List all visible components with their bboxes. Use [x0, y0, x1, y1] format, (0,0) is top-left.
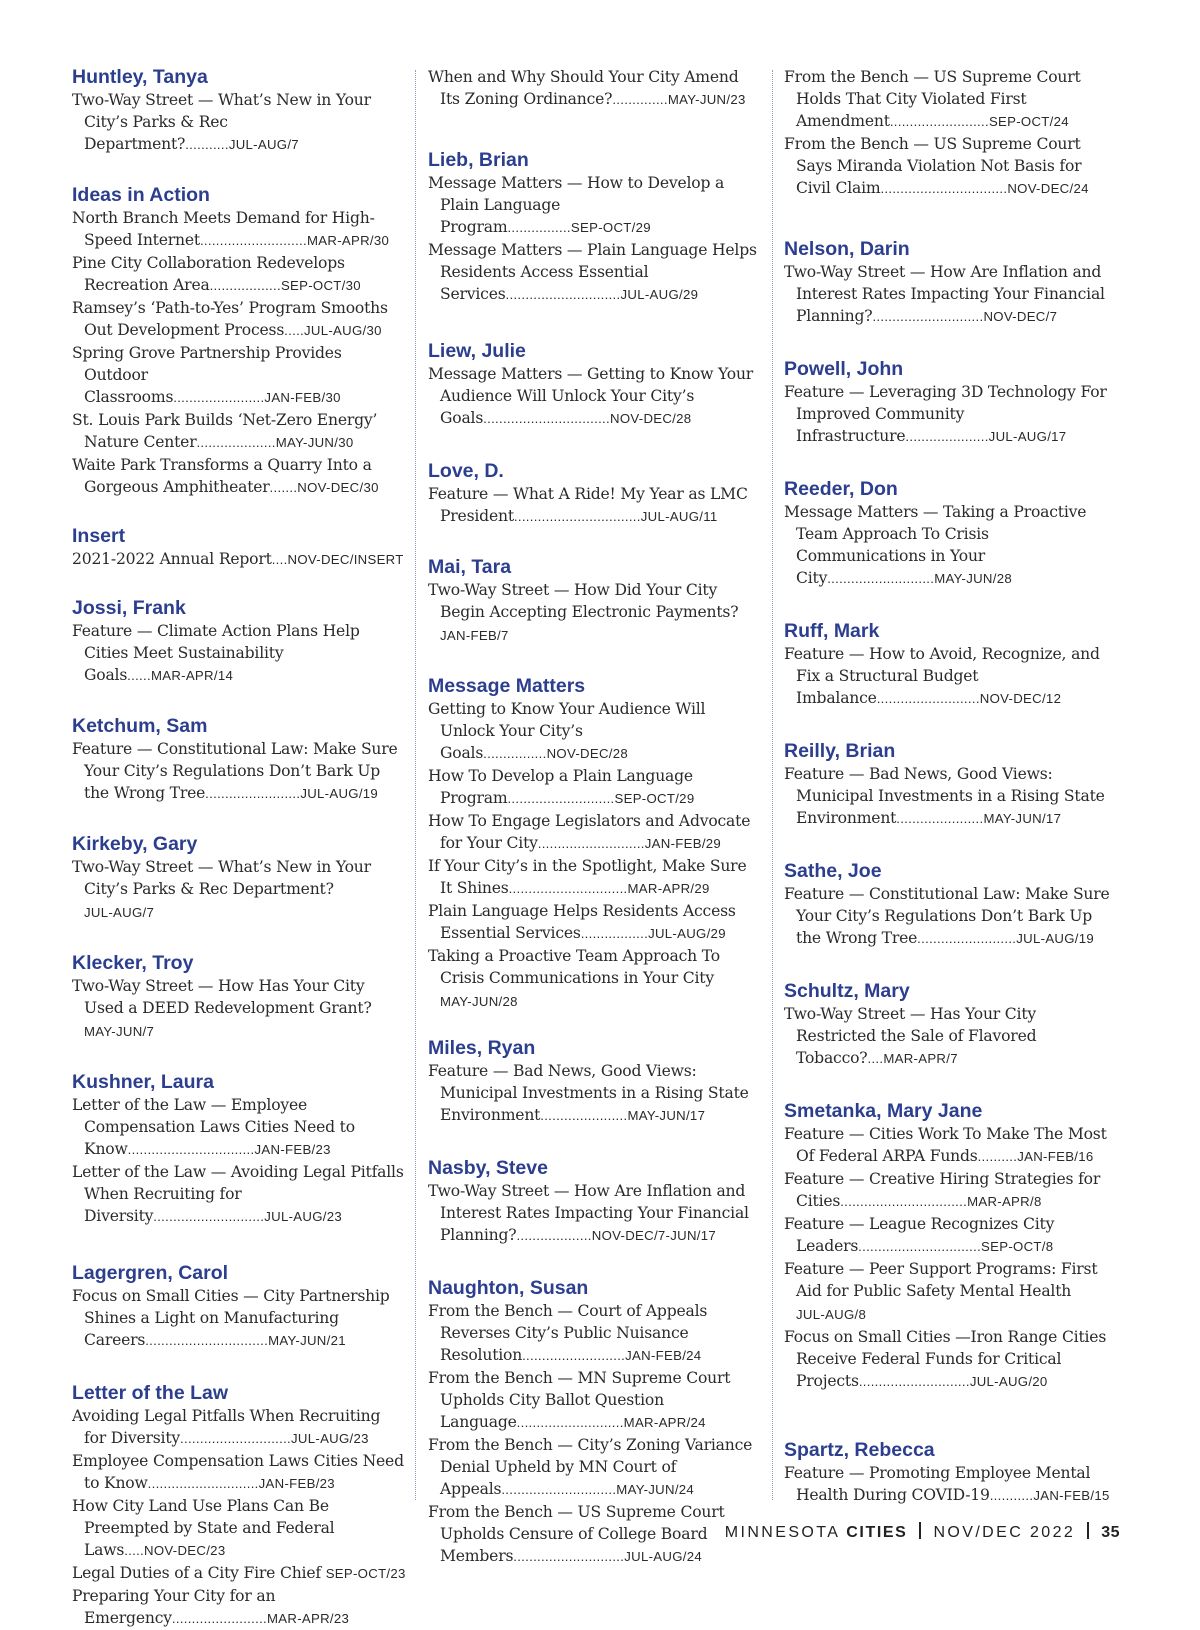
- entry-title: Feature — Promoting Employee Mental Health During COVID-19: [784, 1464, 1091, 1504]
- section-heading: Message Matters: [428, 675, 586, 697]
- section-heading: Letter of the Law: [72, 1382, 229, 1404]
- index-entry: [72, 738, 406, 805]
- index-section: [784, 860, 1116, 950]
- entry-leader-dots: ......................: [540, 1108, 628, 1123]
- entry-title: Getting to Know Your Audience Will Unlock Your City’s Goals: [428, 700, 706, 762]
- entry-leader-dots: ................................: [880, 181, 1008, 196]
- entry-issue-ref: JAN-FEB/24: [625, 1348, 702, 1363]
- index-section: [784, 358, 1116, 448]
- entry-issue-ref: MAR-APR/30: [306, 233, 390, 248]
- index-section: [72, 1071, 406, 1228]
- entry-issue-ref: MAY-JUN/23: [667, 92, 746, 107]
- entry-issue-ref: SEP-OCT/30: [280, 278, 361, 293]
- entry-leader-dots: .................: [580, 926, 649, 941]
- index-entry: [428, 579, 760, 647]
- index-entry: [72, 252, 406, 297]
- section-heading: Reeder, Don: [784, 478, 898, 500]
- section-heading: Lagergren, Carol: [72, 1262, 229, 1284]
- entry-leader-dots: ................................: [840, 1194, 968, 1209]
- entry-issue-ref: MAY-JUN/21: [268, 1333, 346, 1348]
- index-column-3: [784, 66, 1116, 1506]
- entry-issue-ref: SEP-OCT/29: [570, 220, 651, 235]
- index-entry: [72, 1285, 406, 1352]
- footer-magazine: MINNESOTA: [724, 1524, 840, 1541]
- entry-title: Feature — Peer Support Programs: First Aid for Public Safety Mental Health: [784, 1260, 1098, 1300]
- entry-title: Feature — Creative Hiring Strategies for Cities: [784, 1170, 1101, 1210]
- entry-title: From the Bench — Court of Appeals Reverses City’s Public Nuisance Resolution: [428, 1302, 708, 1364]
- entry-leader-dots: ....: [867, 1051, 884, 1066]
- section-heading: Miles, Ryan: [428, 1037, 536, 1059]
- section-heading: Ideas in Action: [72, 184, 210, 206]
- entry-issue-ref: JUL-AUG/19: [1016, 931, 1095, 946]
- entry-title: Feature — Cities Work To Make The Most Of Federal ARPA Funds: [784, 1125, 1107, 1165]
- entry-leader-dots: ..........: [977, 1149, 1018, 1164]
- entry-leader-dots: ..............................: [508, 881, 628, 896]
- entry-title: Ramsey’s ‘Path-to-Yes’ Program Smooths Out Development Process: [72, 299, 388, 339]
- index-section: [784, 478, 1116, 590]
- section-heading: Kirkeby, Gary: [72, 833, 198, 855]
- entry-leader-dots: ....................: [196, 435, 276, 450]
- index-entry: [428, 765, 760, 810]
- entry-leader-dots: ...........................: [199, 233, 307, 248]
- entry-issue-ref: JUL-AUG/20: [969, 1374, 1048, 1389]
- footer-separator: [919, 1522, 921, 1539]
- entry-issue-ref: MAY-JUN/7: [84, 1024, 155, 1039]
- entry-leader-dots: ............................: [872, 309, 984, 324]
- entry-title: Feature — Constitutional Law: Make Sure Your City’s Regulations Don’t Bark Up the Wrong Tree: [72, 740, 398, 802]
- entry-title: Pine City Collaboration Redevelops Recreation Area: [72, 254, 345, 294]
- entry-issue-ref: JUL-AUG/24: [624, 1549, 703, 1564]
- index-entry: [784, 643, 1116, 710]
- column-divider-left: [415, 70, 416, 1500]
- entry-issue-ref: NOV-DEC/INSERT: [287, 552, 404, 567]
- index-section: [784, 1439, 1116, 1507]
- entry-leader-dots: ......................: [896, 811, 984, 826]
- index-entry: [428, 810, 760, 855]
- index-entry: [72, 1495, 406, 1562]
- entry-leader-dots: .......: [269, 480, 298, 495]
- index-section: [72, 715, 406, 805]
- entry-title: Two-Way Street — Has Your City Restricted the Sale of Flavored Tobacco?: [784, 1005, 1037, 1067]
- section-heading: Sathe, Joe: [784, 860, 882, 882]
- index-entry: [72, 548, 406, 571]
- index-entry: [72, 856, 406, 924]
- entry-issue-ref: MAY-JUN/24: [616, 1482, 695, 1497]
- entry-leader-dots: ........................: [205, 786, 301, 801]
- entry-title: St. Louis Park Builds ‘Net-Zero Energy’ Nature Center: [72, 411, 378, 451]
- section-heading: Insert: [72, 525, 126, 547]
- entry-leader-dots: ............................: [858, 1374, 970, 1389]
- index-entry: [784, 501, 1116, 590]
- entry-title: Feature — Leveraging 3D Technology For Improved Community Infrastructure: [784, 383, 1107, 445]
- index-section: [72, 525, 406, 571]
- index-entry: [428, 698, 760, 765]
- entry-leader-dots: ......: [127, 668, 151, 683]
- entry-title: Two-Way Street — What’s New in Your City’s Parks & Rec Department?: [72, 858, 371, 898]
- index-entry: [72, 1450, 406, 1495]
- index-entry: [72, 620, 406, 687]
- entry-issue-ref: JAN-FEB/30: [264, 390, 341, 405]
- entry-issue-ref: JUL-AUG/30: [304, 323, 382, 338]
- entry-title: Legal Duties of a City Fire Chief: [72, 1564, 321, 1582]
- index-section: [784, 980, 1116, 1070]
- entry-title: Two-Way Street — What’s New in Your City’s Parks & Rec Department?: [72, 91, 371, 153]
- entry-issue-ref: NOV-DEC/12: [979, 691, 1062, 706]
- entry-issue-ref: SEP-OCT/29: [614, 791, 695, 806]
- entry-issue-ref: JAN-FEB/16: [1017, 1149, 1094, 1164]
- entry-issue-ref: NOV-DEC/7-JUN/17: [591, 1228, 717, 1243]
- index-entry: [72, 975, 406, 1043]
- entry-leader-dots: ...............................: [858, 1239, 982, 1254]
- entry-issue-ref: JAN-FEB/7: [440, 628, 509, 643]
- index-section: [72, 66, 406, 156]
- entry-issue-ref: SEP-OCT/24: [988, 114, 1069, 129]
- entry-issue-ref: JUL-AUG/19: [300, 786, 379, 801]
- entry-issue-ref: JUL-AUG/7: [228, 137, 299, 152]
- entry-issue-ref: NOV-DEC/24: [1007, 181, 1089, 196]
- entry-issue-ref: MAY-JUN/28: [934, 571, 1012, 586]
- section-heading: Naughton, Susan: [428, 1277, 589, 1299]
- index-entry: [784, 1326, 1116, 1393]
- index-entry: [784, 1213, 1116, 1258]
- entry-issue-ref: JUL-AUG/23: [264, 1209, 343, 1224]
- entry-title: How City Land Use Plans Can Be Preempted by State and Federal Laws: [72, 1497, 335, 1559]
- entry-title: Message Matters — Plain Language Helps Residents Access Essential Services: [428, 241, 757, 303]
- entry-title: From the Bench — US Supreme Court Holds That City Violated First Amendment: [784, 68, 1081, 130]
- entry-issue-ref: JUL-AUG/11: [640, 509, 718, 524]
- section-heading: Nasby, Steve: [428, 1157, 548, 1179]
- entry-title: Feature — Climate Action Plans Help Cities Meet Sustainability Goals: [72, 622, 360, 684]
- entry-issue-ref: MAY-JUN/17: [983, 811, 1062, 826]
- entry-issue-ref: SEP-OCT/23: [325, 1566, 406, 1581]
- entry-issue-ref: JUL-AUG/7: [84, 905, 155, 920]
- section-heading: Powell, John: [784, 358, 904, 380]
- index-entry: [428, 1180, 760, 1247]
- index-section: [428, 1157, 760, 1247]
- footer-magazine-bold: CITIES: [846, 1524, 908, 1541]
- index-entry: [428, 363, 760, 430]
- entry-leader-dots: ............................: [180, 1431, 292, 1446]
- column-divider-right: [772, 70, 773, 1500]
- index-section: [428, 556, 760, 647]
- entry-title: Avoiding Legal Pitfalls When Recruiting for Diversity: [72, 1407, 381, 1447]
- index-entry: [72, 1094, 406, 1161]
- entry-issue-ref: JUL-AUG/8: [796, 1307, 867, 1322]
- entry-title: Two-Way Street — How Did Your City Begin Accepting Electronic Payments?: [428, 581, 739, 621]
- section-heading: Smetanka, Mary Jane: [784, 1100, 983, 1122]
- entry-title: Employee Compensation Laws Cities Need to Know: [72, 1452, 404, 1492]
- index-section: [72, 597, 406, 687]
- index-entry: [428, 855, 760, 900]
- section-heading: Klecker, Troy: [72, 952, 194, 974]
- entry-leader-dots: ..........................: [522, 1348, 626, 1363]
- index-entry: [784, 261, 1116, 328]
- entry-leader-dots: ...........................: [516, 1415, 624, 1430]
- entry-title: When and Why Should Your City Amend Its Zoning Ordinance?: [428, 68, 739, 108]
- section-heading: Nelson, Darin: [784, 238, 910, 260]
- index-entry: [784, 133, 1116, 200]
- index-entry: [428, 945, 760, 1013]
- index-section: [428, 460, 760, 528]
- index-entry: [784, 1003, 1116, 1070]
- section-heading: Love, D.: [428, 460, 504, 482]
- entry-leader-dots: .....................: [905, 429, 989, 444]
- entry-leader-dots: ............................: [147, 1476, 259, 1491]
- entry-issue-ref: MAR-APR/8: [967, 1194, 1042, 1209]
- entry-title: Message Matters — Getting to Know Your Audience Will Unlock Your City’s Goals: [428, 365, 754, 427]
- entry-issue-ref: MAR-APR/24: [623, 1415, 706, 1430]
- index-entry: [428, 1300, 760, 1367]
- index-entry: [784, 763, 1116, 830]
- entry-title: Feature — Bad News, Good Views: Municipal Investments in a Rising State Environment: [784, 765, 1105, 827]
- index-entry: [784, 1123, 1116, 1168]
- index-entry: [72, 207, 406, 252]
- entry-title: Two-Way Street — How Are Inflation and Interest Rates Impacting Your Financial Planning?: [428, 1182, 749, 1244]
- index-section: [72, 1262, 406, 1352]
- entry-title: Two-Way Street — How Are Inflation and Interest Rates Impacting Your Financial Planning?: [784, 263, 1105, 325]
- entry-title: Focus on Small Cities — City Partnership Shines a Light on Manufacturing Careers: [72, 1287, 390, 1349]
- section-heading: Jossi, Frank: [72, 597, 186, 619]
- index-entry: [784, 1258, 1116, 1326]
- entry-title: Feature — Constitutional Law: Make Sure Your City’s Regulations Don’t Bark Up the Wrong Tree: [784, 885, 1110, 947]
- entry-title: Preparing Your City for an Emergency: [72, 1587, 276, 1627]
- entry-issue-ref: JAN-FEB/29: [644, 836, 722, 851]
- entry-leader-dots: ................: [483, 746, 547, 761]
- entry-issue-ref: NOV-DEC/28: [610, 411, 692, 426]
- section-heading: Schultz, Mary: [784, 980, 910, 1002]
- entry-leader-dots: ................................: [483, 411, 610, 426]
- entry-issue-ref: MAR-APR/23: [267, 1611, 350, 1626]
- index-entry: [72, 1161, 406, 1228]
- entry-title: Message Matters — Taking a Proactive Team Approach To Crisis Communications in Your City: [784, 503, 1087, 587]
- entry-leader-dots: ...........: [185, 137, 229, 152]
- index-column-2: [428, 66, 760, 1565]
- index-section: [72, 833, 406, 924]
- section-heading: Mai, Tara: [428, 556, 512, 578]
- entry-title: From the Bench — US Supreme Court Says Miranda Violation Not Basis for Civil Claim: [784, 135, 1082, 197]
- index-section: [428, 675, 760, 1013]
- entry-leader-dots: ...................: [516, 1228, 592, 1243]
- page-number: 35: [1101, 1524, 1120, 1541]
- index-section: [72, 952, 406, 1043]
- index-section: [784, 238, 1116, 328]
- entry-issue-ref: MAR-APR/14: [150, 668, 234, 683]
- entry-issue-ref: JAN-FEB/15: [1033, 1488, 1110, 1503]
- entry-title: North Branch Meets Demand for High-Speed Internet: [72, 209, 375, 249]
- entry-title: Plain Language Helps Residents Access Essential Services: [428, 902, 736, 942]
- entry-title: From the Bench — City’s Zoning Variance Denial Upheld by MN Court of Appeals: [428, 1436, 753, 1498]
- entry-title: How To Engage Legislators and Advocate for Your City: [428, 812, 751, 852]
- index-entry: [428, 1434, 760, 1501]
- index-entry: [784, 1168, 1116, 1213]
- entry-issue-ref: JUL-AUG/17: [988, 429, 1067, 444]
- entry-issue-ref: JAN-FEB/23: [258, 1476, 335, 1491]
- entry-issue-ref: MAR-APR/7: [883, 1051, 958, 1066]
- index-column-1: [72, 66, 406, 1627]
- entry-title: Message Matters — How to Develop a Plain Language Program: [428, 174, 725, 236]
- entry-issue-ref: NOV-DEC/7: [983, 309, 1058, 324]
- entry-leader-dots: ..............: [612, 92, 668, 107]
- entry-title: Waite Park Transforms a Quarry Into a Gorgeous Amphitheater: [72, 456, 372, 496]
- entry-title: Spring Grove Partnership Provides Outdoor Classrooms: [72, 344, 342, 406]
- index-entry: [784, 381, 1116, 448]
- entry-leader-dots: .........................: [917, 931, 1017, 946]
- entry-title: How To Develop a Plain Language Program: [428, 767, 693, 807]
- index-entry: [72, 1585, 406, 1630]
- entry-leader-dots: .....: [284, 323, 304, 338]
- entry-title: Feature — League Recognizes City Leaders: [784, 1215, 1055, 1255]
- entry-title: Taking a Proactive Team Approach To Crisis Communications in Your City: [428, 947, 720, 987]
- index-entry: [784, 1462, 1116, 1507]
- entry-issue-ref: NOV-DEC/23: [144, 1543, 226, 1558]
- entry-title: From the Bench — MN Supreme Court Upholds City Ballot Question Language: [428, 1369, 731, 1431]
- entry-issue-ref: SEP-OCT/8: [981, 1239, 1054, 1254]
- entry-issue-ref: NOV-DEC/28: [546, 746, 628, 761]
- entry-title: Feature — Bad News, Good Views: Municipal Investments in a Rising State Environment: [428, 1062, 749, 1124]
- entry-title: Feature — What A Ride! My Year as LMC President: [428, 485, 748, 525]
- index-entry: [428, 483, 760, 528]
- entry-leader-dots: .........................: [889, 114, 989, 129]
- entry-leader-dots: ...........................: [827, 571, 935, 586]
- entry-issue-ref: NOV-DEC/30: [297, 480, 379, 495]
- entry-leader-dots: ...........................: [537, 836, 645, 851]
- entry-issue-ref: MAY-JUN/30: [275, 435, 354, 450]
- index-section: [428, 66, 760, 111]
- entry-title: Feature — How to Avoid, Recognize, and Fix a Structural Budget Imbalance: [784, 645, 1100, 707]
- entry-leader-dots: ............................: [513, 1549, 625, 1564]
- entry-issue-ref: MAR-APR/29: [627, 881, 710, 896]
- entry-issue-ref: MAY-JUN/28: [440, 994, 518, 1009]
- entry-title: Letter of the Law — Avoiding Legal Pitfalls When Recruiting for Diversity: [72, 1163, 404, 1225]
- entry-leader-dots: ...............................: [145, 1333, 269, 1348]
- index-section: [784, 620, 1116, 710]
- index-entry: [428, 1367, 760, 1434]
- index-entry: [428, 66, 760, 111]
- entry-issue-ref: JUL-AUG/29: [620, 287, 699, 302]
- entry-issue-ref: MAY-JUN/17: [627, 1108, 706, 1123]
- entry-leader-dots: ................................: [127, 1142, 255, 1157]
- entry-title: 2021-2022 Annual Report: [72, 550, 272, 568]
- entry-leader-dots: ............................: [153, 1209, 265, 1224]
- section-heading: Reilly, Brian: [784, 740, 896, 762]
- index-section: [428, 1037, 760, 1127]
- entry-leader-dots: .......................: [173, 390, 265, 405]
- entry-leader-dots: .....: [124, 1543, 145, 1558]
- index-entry: [428, 172, 760, 239]
- entry-leader-dots: ........................: [171, 1611, 267, 1626]
- entry-issue-ref: JUL-AUG/29: [648, 926, 726, 941]
- footer-separator: [1087, 1522, 1089, 1539]
- section-heading: Huntley, Tanya: [72, 66, 208, 88]
- index-section: [428, 340, 760, 430]
- section-heading: Liew, Julie: [428, 340, 526, 362]
- index-section: [784, 66, 1116, 200]
- index-section: [72, 1382, 406, 1630]
- index-entry: [784, 66, 1116, 133]
- index-entry: [72, 409, 406, 454]
- footer-issue: NOV/DEC 2022: [933, 1524, 1076, 1541]
- index-entry: [428, 239, 760, 306]
- index-section: [784, 740, 1116, 830]
- index-entry: [72, 297, 406, 342]
- entry-leader-dots: ....: [271, 552, 288, 567]
- index-entry: [428, 1060, 760, 1127]
- entry-leader-dots: ..................: [209, 278, 281, 293]
- entry-title: Two-Way Street — How Has Your City Used a DEED Redevelopment Grant?: [72, 977, 372, 1017]
- index-section: [428, 149, 760, 306]
- entry-leader-dots: ...........: [989, 1488, 1034, 1503]
- entry-title: From the Bench — US Supreme Court Upholds Censure of College Board Members: [428, 1503, 725, 1565]
- entry-leader-dots: .............................: [505, 287, 621, 302]
- entry-issue-ref: JUL-AUG/23: [291, 1431, 369, 1446]
- entry-leader-dots: ................: [507, 220, 571, 235]
- index-entry: [72, 454, 406, 499]
- section-heading: Kushner, Laura: [72, 1071, 214, 1093]
- entry-leader-dots: ..........................: [876, 691, 980, 706]
- entry-leader-dots: ...........................: [507, 791, 615, 806]
- index-section: [72, 184, 406, 499]
- section-heading: Ruff, Mark: [784, 620, 880, 642]
- index-entry: [72, 342, 406, 409]
- section-heading: Ketchum, Sam: [72, 715, 208, 737]
- section-heading: Spartz, Rebecca: [784, 1439, 935, 1461]
- page-footer: [700, 1522, 1120, 1544]
- section-heading: Lieb, Brian: [428, 149, 529, 171]
- entry-issue-ref: JAN-FEB/23: [254, 1142, 331, 1157]
- entry-leader-dots: ................................: [513, 509, 641, 524]
- index-entry: [428, 900, 760, 945]
- index-entry: [72, 1405, 406, 1450]
- index-entry: [72, 89, 406, 156]
- entry-title: If Your City’s in the Spotlight, Make Sure It Shines: [428, 857, 747, 897]
- entry-title: Focus on Small Cities —Iron Range Cities Receive Federal Funds for Critical Projects: [784, 1328, 1107, 1390]
- entry-leader-dots: .............................: [501, 1482, 617, 1497]
- index-entry: [784, 883, 1116, 950]
- entry-title: Letter of the Law — Employee Compensation Laws Cities Need to Know: [72, 1096, 355, 1158]
- index-section: [784, 1100, 1116, 1393]
